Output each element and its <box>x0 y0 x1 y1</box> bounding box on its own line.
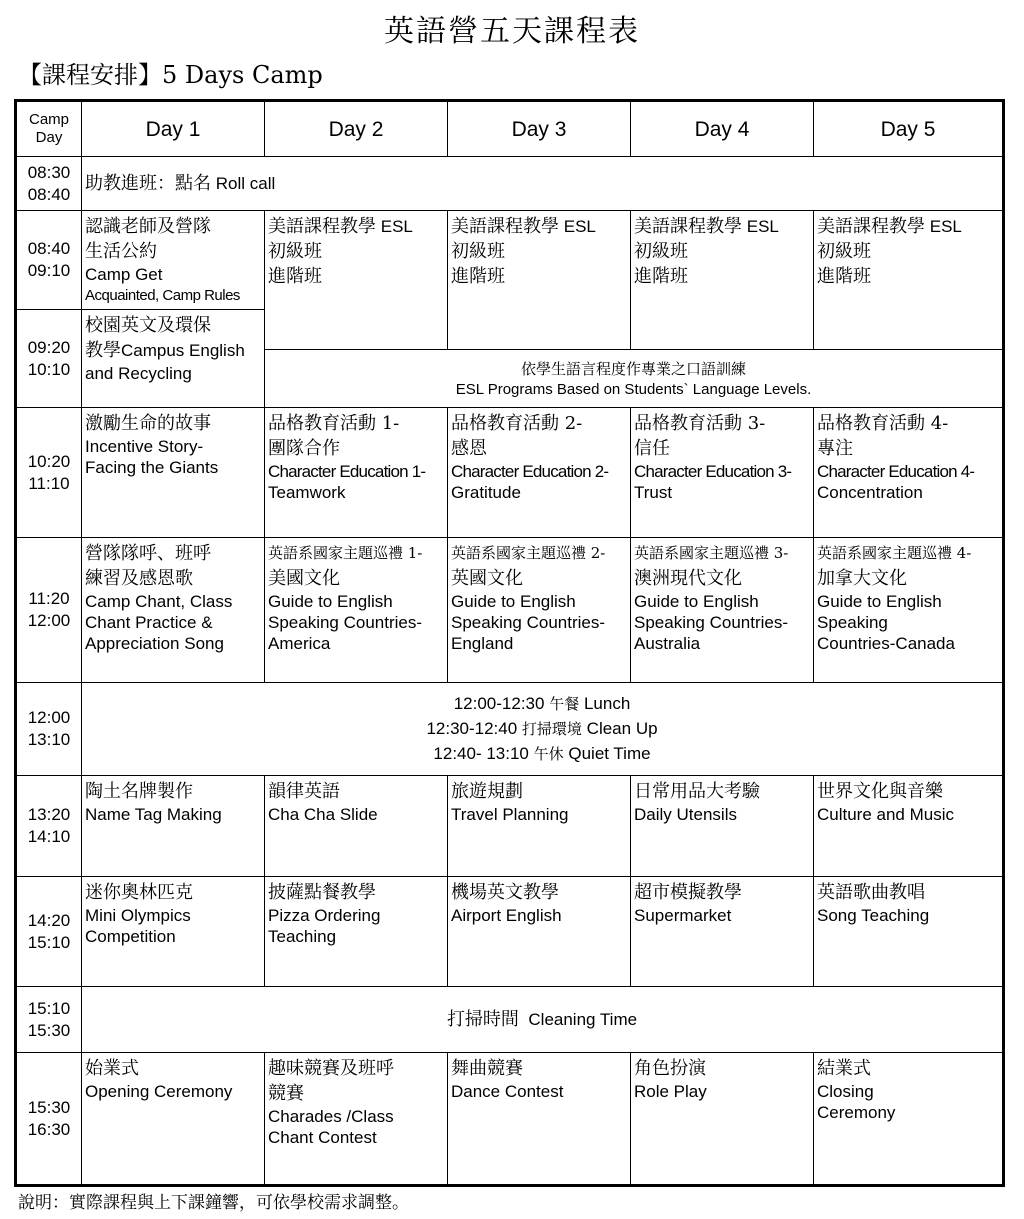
row-0840 <box>16 211 1004 310</box>
day3-activity: 英語系國家主題巡禮 2- 英國文化 Guide to English Speaking Countries- England <box>448 538 631 683</box>
schedule-table <box>14 99 1005 1187</box>
day4-activity: 英語系國家主題巡禮 3- 澳洲現代文化 Guide to English Speaking Countries- Australia <box>631 538 814 683</box>
day2-activity: 韻律英語 Cha Cha Slide <box>265 776 448 877</box>
day4-header: Day 4 <box>631 101 814 157</box>
row-0830 <box>16 157 1004 211</box>
day2-activity: 披薩點餐教學 Pizza Ordering Teaching <box>265 877 448 987</box>
time-cell: 13:20 14:10 <box>16 776 82 877</box>
day2-header: Day 2 <box>265 101 448 157</box>
esl-program-note: 依學生語言程度作專業之口語訓練 ESL Programs Based on Students` Language Levels. <box>265 350 1004 408</box>
day3-esl: 美語課程教學 ESL 初級班 進階班 <box>448 211 631 350</box>
day5-activity: 品格教育活動 4- 專注 Character Education 4- Concentration <box>814 408 1004 538</box>
day1-activity: 始業式 Opening Ceremony <box>82 1053 265 1186</box>
day1-activity: 營隊隊呼、班呼 練習及感恩歌 Camp Chant, Class Chant Practice & Appreciation Song <box>82 538 265 683</box>
time-cell: 10:20 11:10 <box>16 408 82 538</box>
day2-activity: 英語系國家主題巡禮 1- 美國文化 Guide to English Speaking Countries- America <box>265 538 448 683</box>
lunch-break-cell: 12:00-12:30 午餐 Lunch 12:30-12:40 打掃環境 Clean Up 12:40- 13:10 午休 Quiet Time <box>82 683 1004 776</box>
day4-activity: 超市模擬教學 Supermarket <box>631 877 814 987</box>
day4-esl: 美語課程教學 ESL 初級班 進階班 <box>631 211 814 350</box>
roll-call-cell: 助教進班：點名 Roll call <box>82 157 1004 211</box>
cleaning-time-cell: 打掃時間 Cleaning Time <box>82 987 1004 1053</box>
day5-activity: 世界文化與音樂 Culture and Music <box>814 776 1004 877</box>
header-row <box>16 101 1004 157</box>
time-cell: 14:20 15:10 <box>16 877 82 987</box>
page-title: 英語營五天課程表 <box>384 14 640 49</box>
time-cell: 15:10 15:30 <box>16 987 82 1053</box>
day5-header: Day 5 <box>814 101 1004 157</box>
time-cell: 09:20 10:10 <box>16 310 82 408</box>
row-1420 <box>16 877 1004 987</box>
time-cell: 08:30 08:40 <box>16 157 82 211</box>
day5-activity: 英語歌曲教唱 Song Teaching <box>814 877 1004 987</box>
day3-activity: 品格教育活動 2- 感恩 Character Education 2- Gratitude <box>448 408 631 538</box>
day1-activity: 認識老師及營隊 生活公約 Camp Get Acquainted, Camp Rules <box>82 211 265 310</box>
day1-activity: 激勵生命的故事 Incentive Story- Facing the Giants <box>82 408 265 538</box>
day1-activity: 迷你奧林匹克 Mini Olympics Competition <box>82 877 265 987</box>
day4-activity: 日常用品大考驗 Daily Utensils <box>631 776 814 877</box>
day2-activity: 品格教育活動 1- 團隊合作 Character Education 1- Teamwork <box>265 408 448 538</box>
day4-activity: 品格教育活動 3- 信任 Character Education 3- Trust <box>631 408 814 538</box>
day5-esl: 美語課程教學 ESL 初級班 進階班 <box>814 211 1004 350</box>
day3-activity: 舞曲競賽 Dance Contest <box>448 1053 631 1186</box>
day1-activity: 校園英文及環保 教學Campus English and Recycling <box>82 310 265 408</box>
row-1020 <box>16 408 1004 538</box>
day5-activity: 結業式 Closing Ceremony <box>814 1053 1004 1186</box>
time-cell: 15:30 16:30 <box>16 1053 82 1186</box>
day2-activity: 趣味競賽及班呼 競賽 Charades /Class Chant Contest <box>265 1053 448 1186</box>
day5-activity: 英語系國家主題巡禮 4- 加拿大文化 Guide to English Speaking Countries-Canada <box>814 538 1004 683</box>
row-1320 <box>16 776 1004 877</box>
day4-activity: 角色扮演 Role Play <box>631 1053 814 1186</box>
day1-header: Day 1 <box>82 101 265 157</box>
day3-activity: 旅遊規劃 Travel Planning <box>448 776 631 877</box>
day2-esl: 美語課程教學 ESL 初級班 進階班 <box>265 211 448 350</box>
day1-activity: 陶土名牌製作 Name Tag Making <box>82 776 265 877</box>
footnote: 說明：實際課程與上下課鐘響，可依學校需求調整。 <box>18 1193 409 1213</box>
row-1530 <box>16 1053 1004 1186</box>
time-cell: 08:40 09:10 <box>16 211 82 310</box>
row-1510 <box>16 987 1004 1053</box>
camp-day-header: Camp Day <box>16 101 82 157</box>
day3-header: Day 3 <box>448 101 631 157</box>
row-1120 <box>16 538 1004 683</box>
row-1200 <box>16 683 1004 776</box>
page-subtitle: 【課程安排】5 Days Camp <box>18 61 323 89</box>
day3-activity: 機場英文教學 Airport English <box>448 877 631 987</box>
time-cell: 11:20 12:00 <box>16 538 82 683</box>
time-cell: 12:00 13:10 <box>16 683 82 776</box>
